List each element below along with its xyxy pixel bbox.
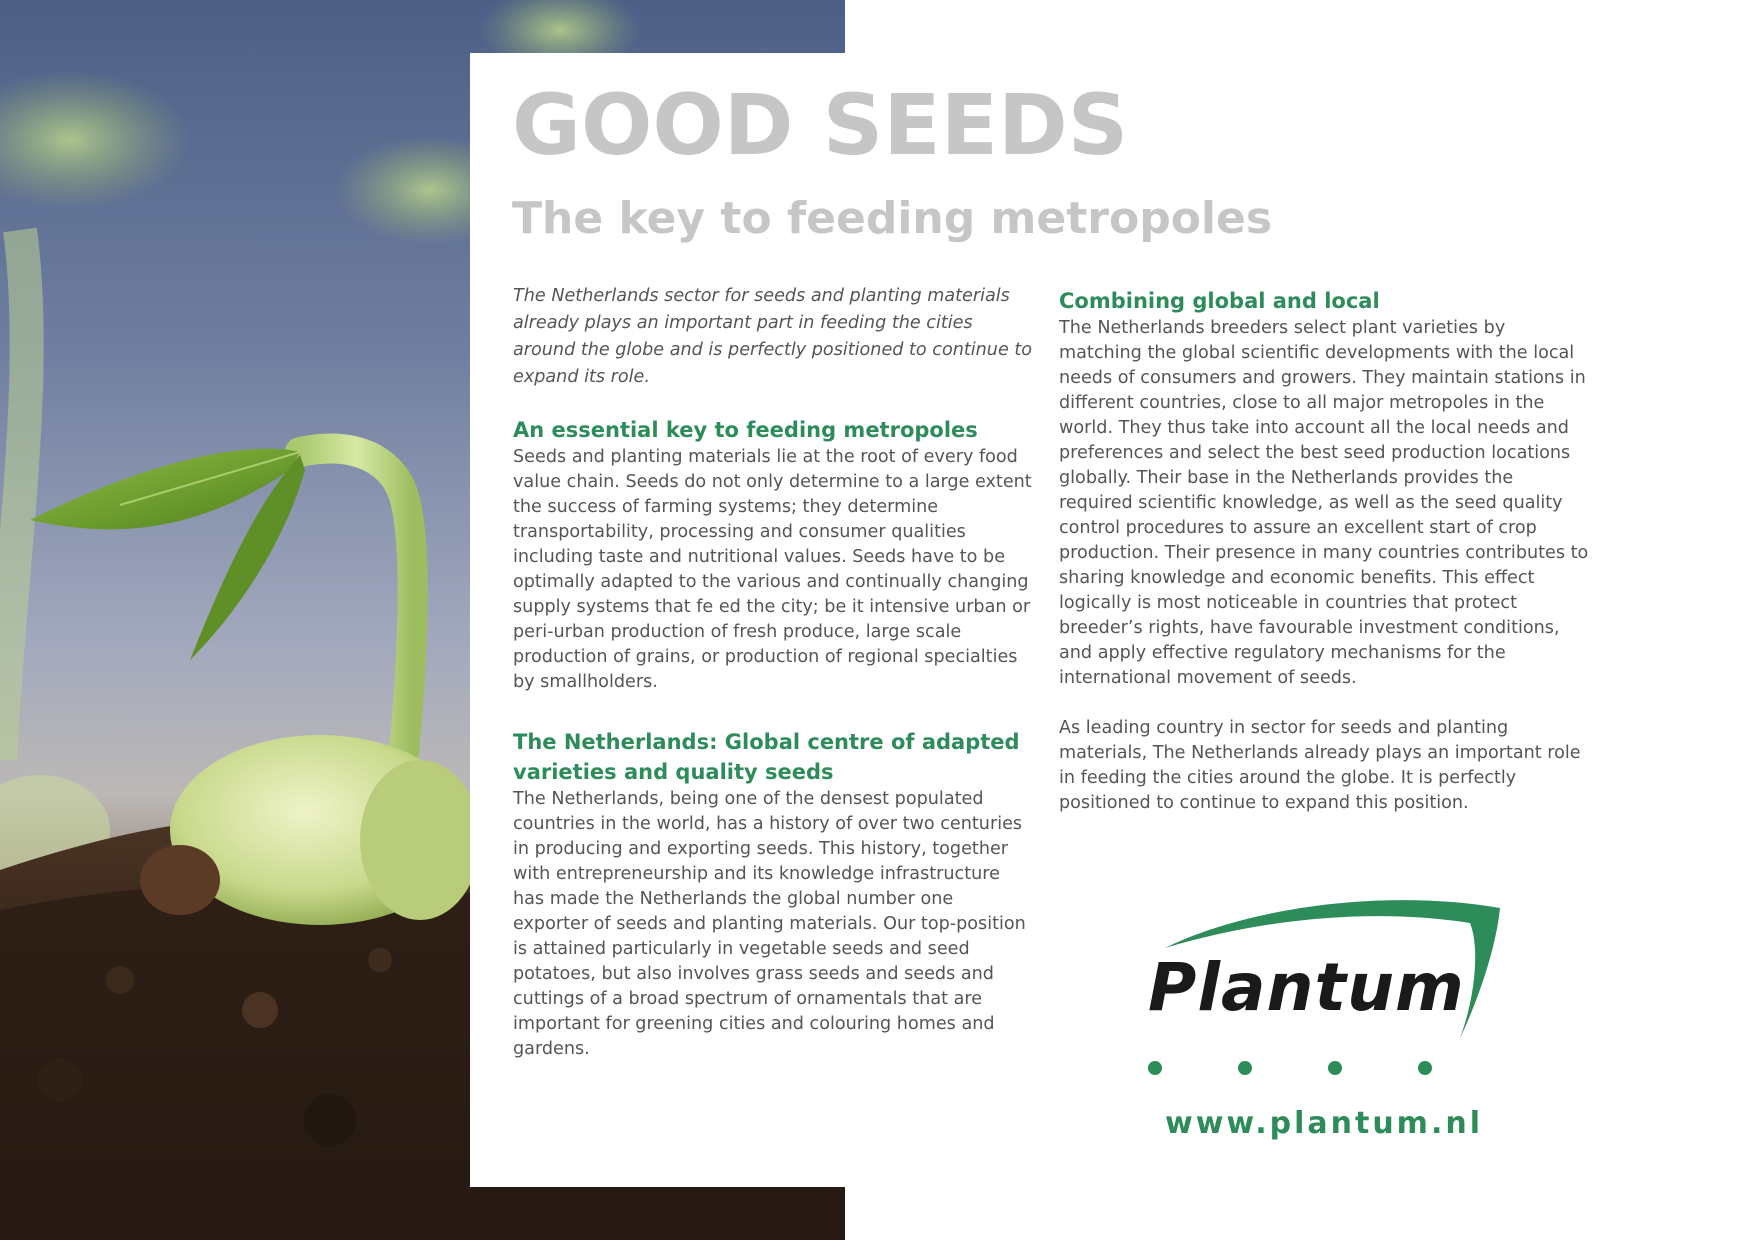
logo-dot [1148, 1061, 1162, 1075]
logo-dot [1328, 1061, 1342, 1075]
page-title: GOOD SEEDS [512, 76, 1129, 174]
plantum-logo [1125, 888, 1505, 1108]
right-column [1059, 286, 1589, 816]
website-link[interactable]: www.plantum.nl [1165, 1106, 1483, 1141]
section-body: Seeds and planting materials lie at the root of every food value chain. Seeds do not only determine to a large extent the success of farming systems; they determine transportability, processing and consumer qualities including taste and nutritional values. Seeds have to be optimally adapted to the various and continually changing supply systems that fe ed the city; be it intensive urban or peri-urban production of fresh produce, large scale production of grains, or production of regional specialties by smallholders. [513, 447, 1032, 692]
section-heading: Combining global and local [1059, 289, 1380, 313]
section-body: The Netherlands, being one of the densest populated countries in the world, has a history of over two centuries in producing and exporting seeds. This history, together with entrepreneurship and its knowledge infrastructure has made the Netherlands the global number one exporter of seeds and planting materials. Our top-position is attained particularly in vegetable seeds and seed potatoes, but also involves grass seeds and seeds and cuttings of a broad spectrum of ornamentals that are important for greening cities and colouring homes and gardens. [513, 789, 1026, 1059]
logo-dot [1238, 1061, 1252, 1075]
page-subtitle: The key to feeding metropoles [512, 193, 1273, 244]
logo-wordmark: Plantum [1148, 949, 1465, 1026]
closing-text: As leading country in sector for seeds and planting materials, The Netherlands already plays an important role in feeding the cities around the globe. It is perfectly positioned to continue to expand this position. [1059, 718, 1581, 813]
intro-text: The Netherlands sector for seeds and planting materials already plays an important part in feeding the cities around the globe and is perfectly positioned to continue to expand its role. [513, 286, 1033, 387]
section-heading: An essential key to feeding metropoles [513, 418, 978, 442]
left-column [513, 283, 1033, 1062]
logo-dot [1418, 1061, 1432, 1075]
section-heading: The Netherlands: Global centre of adapted varieties and quality seeds [513, 730, 1020, 784]
content-panel [470, 53, 1754, 1187]
section-body: The Netherlands breeders select plant varieties by matching the global scientific developments with the local needs of consumers and growers. They maintain stations in different countries, close to all major metropoles in the world. They thus take into account all the local needs and preferences and select the best seed production locations globally. Their base in the Netherlands provides the required scientific knowledge, as well as the seed quality control procedures to assure an excellent start of crop production. Their presence in many countries contributes to sharing knowledge and economic benefits. This effect logically is most noticeable in countries that protect breeder’s rights, have favourable investment conditions, and apply effective regulatory mechanisms for the international movement of seeds. [1059, 318, 1589, 688]
